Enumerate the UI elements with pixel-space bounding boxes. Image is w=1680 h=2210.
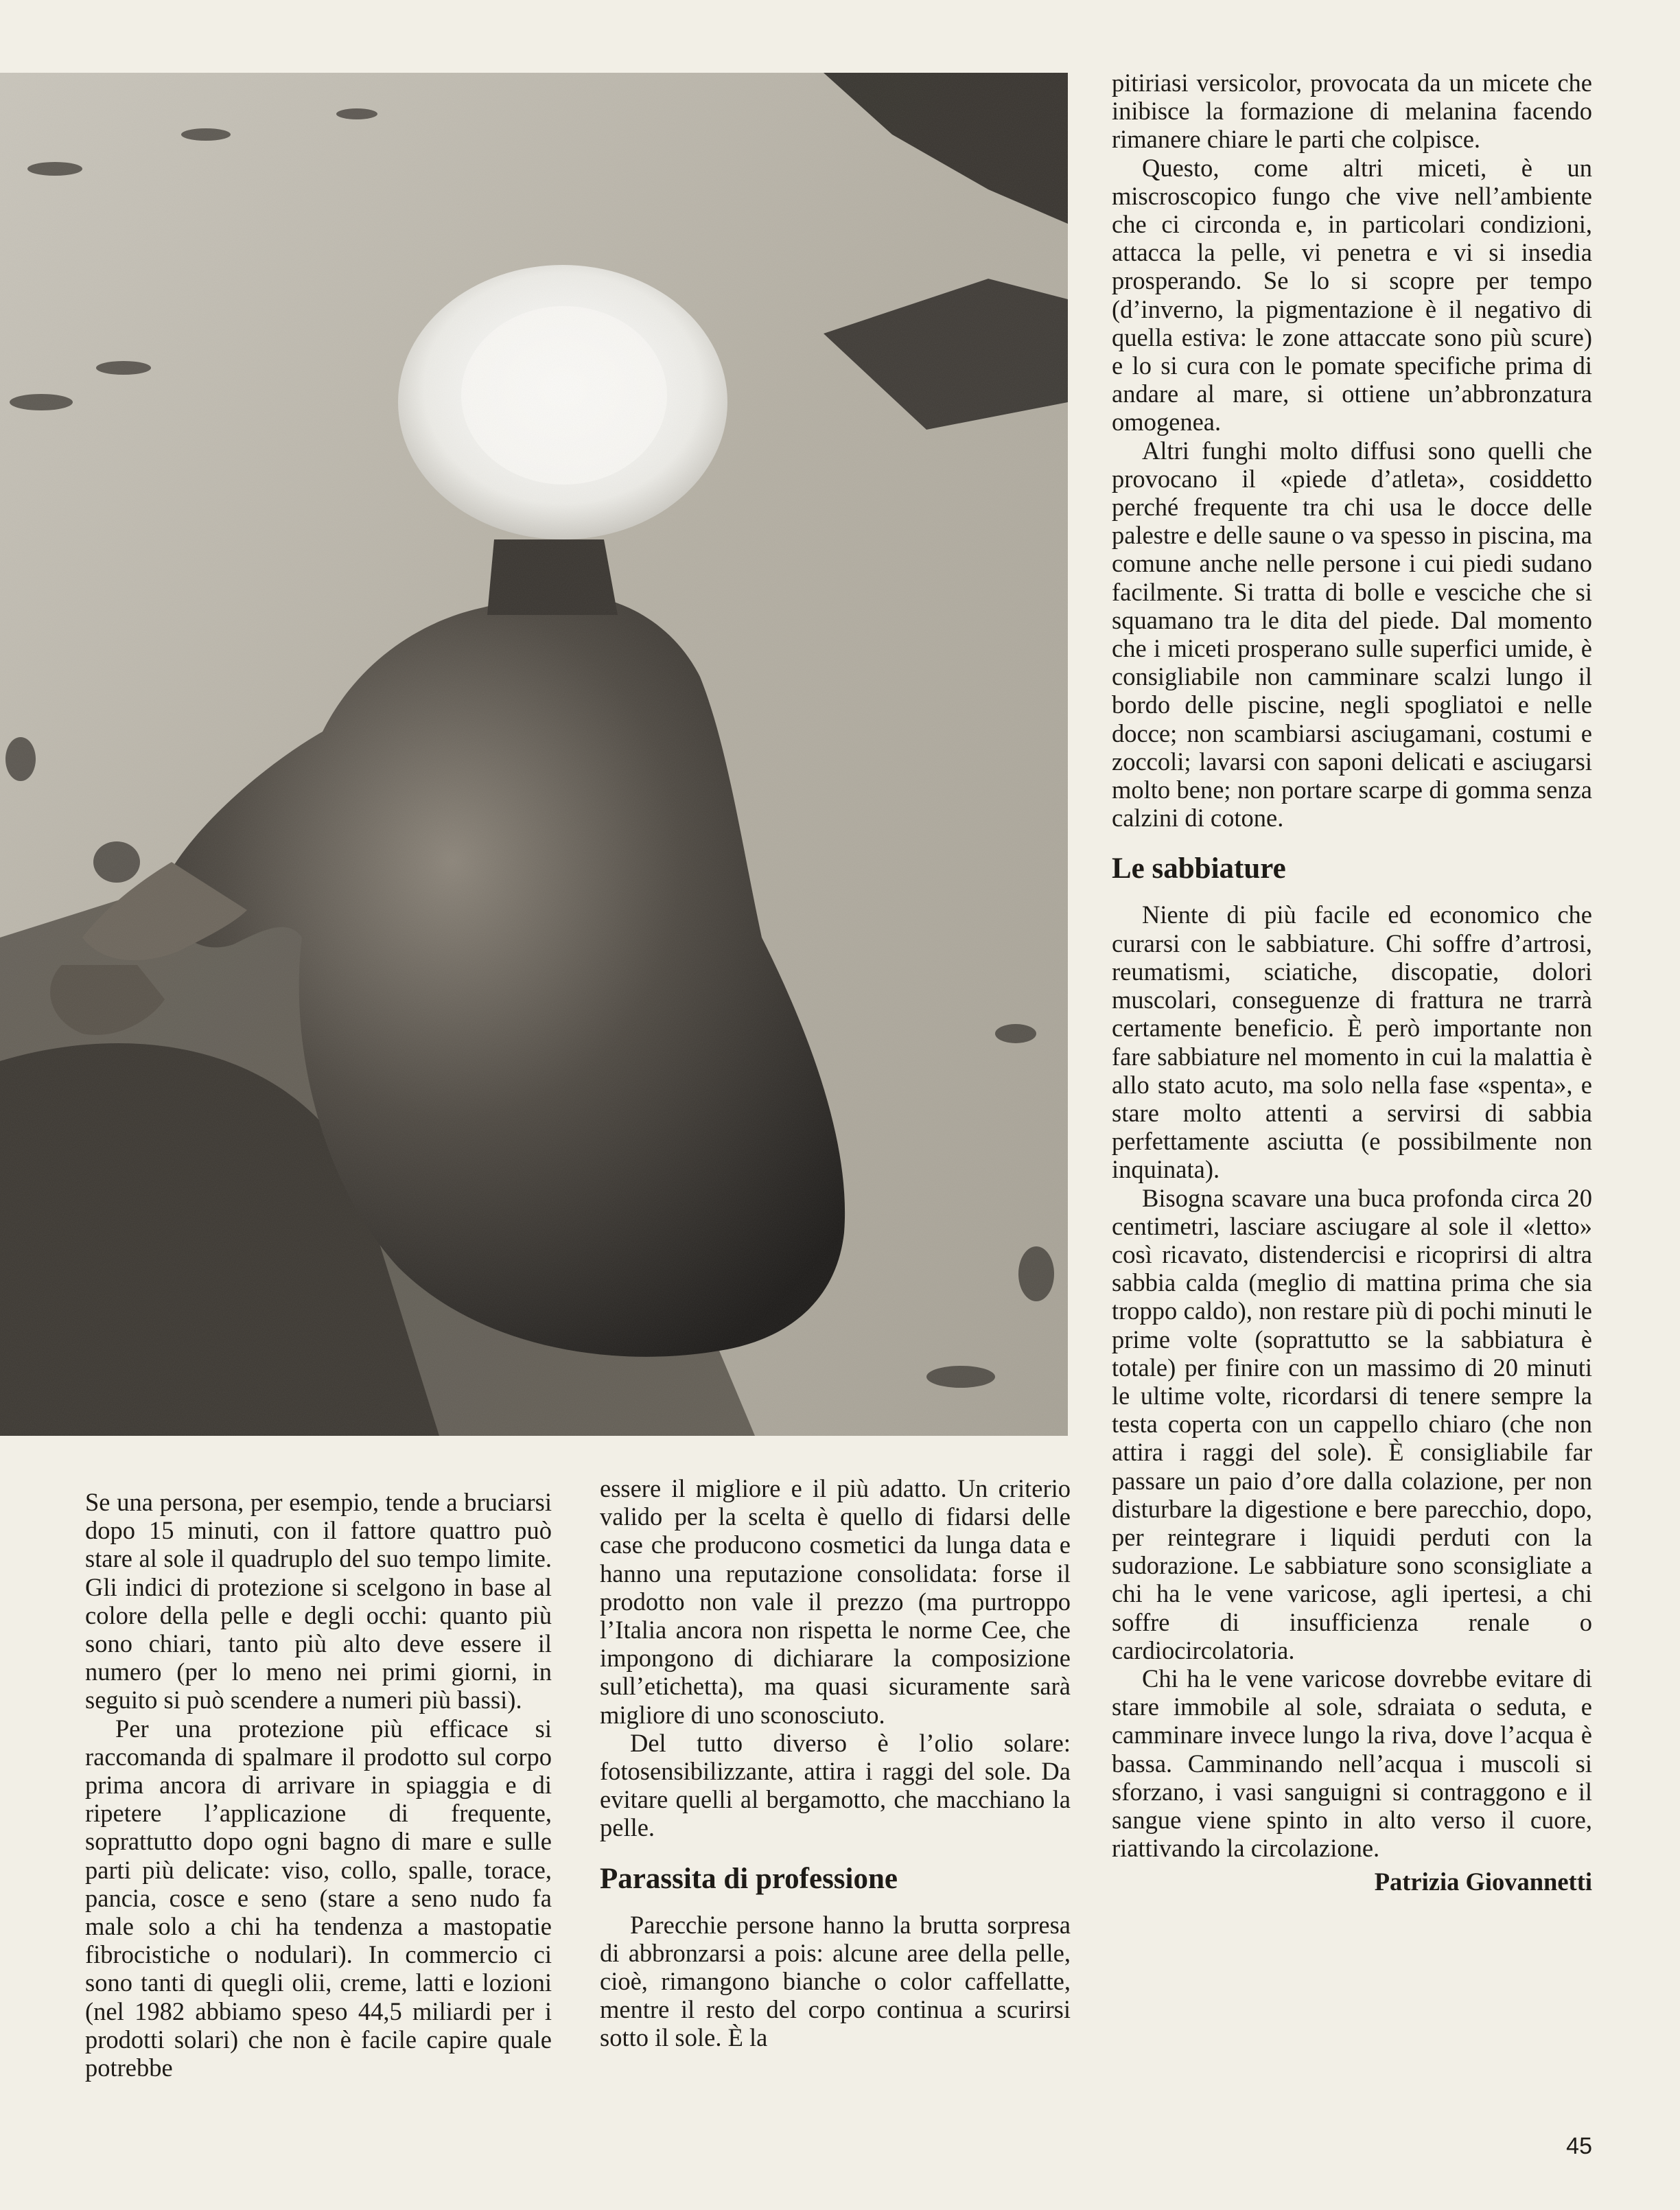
body-paragraph: Niente di più facile ed economico che curarsi con le sabbiature. Chi soffre d’artrosi, reumatismi, sciatiche, discopatie, dolori muscolari, conseguenze di frattura ne trarrà certamente beneficio. È però importante non fare sabbiature nel momento in cui la malattia è allo stato acuto, ma solo nella fase «spenta», e stare molto attenti a servirsi di sabbia perfettamente asciutta (e possibilmente non inquinata).	[1112, 900, 1592, 1184]
body-paragraph: Del tutto diverso è l’olio solare: fotosensibilizzante, attira i raggi del sole. Da evitare quelli al bergamotto, che macchiano la pelle.	[600, 1728, 1071, 1842]
body-paragraph: Chi ha le vene varicose dovrebbe evitare di stare immobile al sole, sdraiata o seduta, e camminare invece lungo la riva, dove l’acqua è bassa. Camminando nell’acqua i muscoli si sforzano, i vasi sanguigni si contraggono e il sangue viene spinto in alto verso il cuore, riattivando la circolazione.	[1112, 1664, 1592, 1863]
middle-column	[600, 1474, 1071, 2052]
body-paragraph: essere il migliore e il più adatto. Un criterio valido per la scelta è quello di fidarsi delle case che producono cosmetici da lunga data e hanno una reputazione consolidata: forse il prodotto non vale il prezzo (ma purtroppo l’Italia ancora non rispetta le norme Cee, che impongono di dichiarare la composizione sull’etichetta), ma quasi sicuramente sarà migliore di uno sconosciuto.	[600, 1474, 1071, 1729]
body-paragraph: pitiriasi versicolor, provocata da un micete che inibisce la formazione di melanina facendo rimanere chiare le parti che colpisce.	[1112, 69, 1592, 154]
body-paragraph: Altri funghi molto diffusi sono quelli che provocano il «piede d’atleta», cosiddetto perché frequente tra chi usa le docce delle palestre e delle saune o va spesso in piscina, ma comune anche nelle persone i cui piedi sudano facilmente. Si tratta di bolle e vesciche che si squamano tra le dita del piede. Dal momento che i miceti prosperano sulle superfici umide, è consigliabile non camminare scalzi lungo il bordo delle piscine, negli spogliatoi e nelle docce; non scambiarsi asciugamani, costumi e zoccoli; lavarsi con saponi delicati e asciugarsi molto bene; non portare scarpe di gomma senza calzini di cotone.	[1112, 436, 1592, 833]
section-heading: Le sabbiature	[1112, 852, 1286, 885]
page-number: 45	[1566, 2133, 1592, 2159]
beach-photo-icon	[0, 73, 1068, 1436]
body-paragraph: Se una persona, per esempio, tende a bruciarsi dopo 15 minuti, con il fattore quattro può stare al sole il quadruplo del suo tempo limite. Gli indici di protezione si scelgono in base al colore della pelle e degli occhi: quanto più sono chiari, tanto più alto deve essere il numero (per lo meno nei primi giorni, in seguito si può scendere a numeri più bassi).	[85, 1488, 552, 1714]
body-paragraph: Bisogna scavare una buca profonda circa 20 centimetri, lasciare asciugare al sole il «letto» così ricavato, distendercisi e ricoprirsi di altra sabbia calda (meglio di mattina prima che sia troppo caldo), non restare più di pochi minuti le prime volte (soprattutto se la sabbiatura è totale) per finire con un massimo di 20 minuti le ultime volte, ricordarsi di tenere sempre la testa coperta con un cappello chiaro (che non attira i raggi del sole). È consigliabile far passare un paio d’ore dalla colazione, per non disturbare la digestione e bere parecchio, dopo, per reintegrare i liquidi perduti con la sudorazione. Le sabbiature sono sconsigliate a chi ha le vene varicose, agli ipertesi, a chi soffre di insufficienza renale o cardiocircolatoria.	[1112, 1183, 1592, 1664]
body-paragraph: Questo, come altri miceti, è un miscroscopico fungo che vive nell’ambiente che ci circonda e, in particolari condizioni, attacca la pelle, vi penetra e vi si insedia prosperando. Se lo si scopre per tempo (d’inverno, la pigmentazione è il negativo di quella estiva: le zone attaccate sono più scure) e lo si cura con le pomate specifiche prima di andare al mare, si ottiene un’abbronzatura omogenea.	[1112, 153, 1592, 437]
right-column	[1112, 69, 1592, 1896]
beach-photo	[0, 73, 1068, 1436]
author-signature: Patrizia Giovannetti	[1374, 1868, 1592, 1896]
body-paragraph: Parecchie persone hanno la brutta sorpresa di abbronzarsi a pois: alcune aree della pelle, cioè, rimangono bianche o color caffellatte, mentre il resto del corpo continua a scurirsi sotto il sole. È la	[600, 1910, 1071, 2052]
body-paragraph: Per una protezione più efficace si raccomanda di spalmare il prodotto sul corpo prima ancora di arrivare in spiaggia e di ripetere l’applicazione di frequente, soprattutto dopo ogni bagno di mare e sulle parti più delicate: viso, collo, spalle, torace, pancia, cosce e seno (stare a seno nudo fa male solo a chi ha tendenza a mastopatie fibrocistiche o nodulari). In commercio ci sono tanti di quegli olii, creme, latti e lozioni (nel 1982 abbiamo speso 44,5 miliardi per i prodotti solari) che non è facile capire quale potrebbe	[85, 1714, 552, 2082]
section-heading: Parassita di professione	[600, 1862, 898, 1895]
left-column	[85, 1488, 552, 2082]
